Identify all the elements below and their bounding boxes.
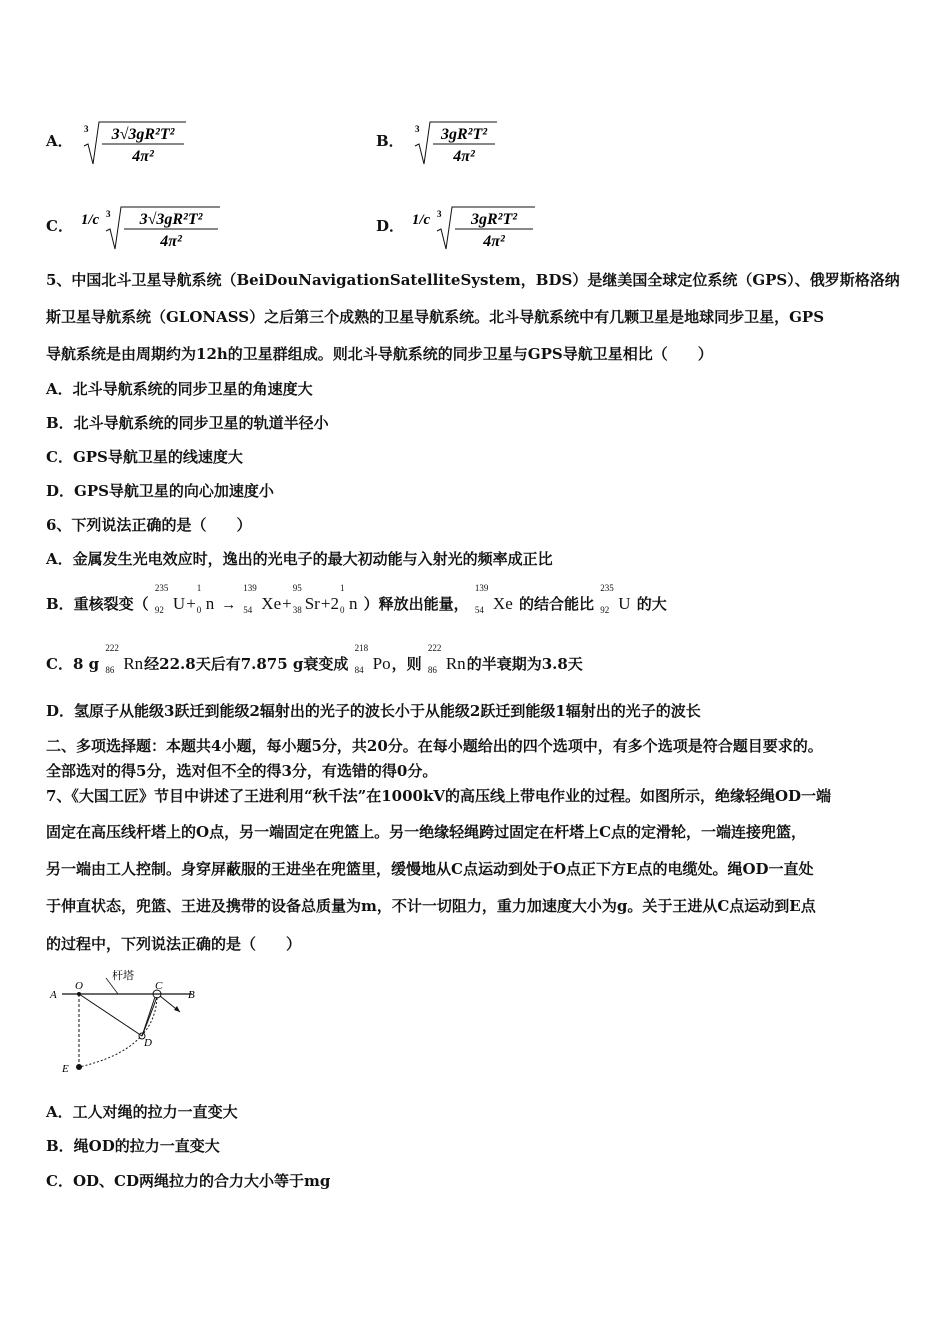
path-arc xyxy=(79,998,157,1067)
prefix-fraction: 1/c xyxy=(413,212,431,228)
q7-stem-line-4: 于伸直状态，兜篮、王进及携带的设备总质量为m，不计一切阻力，重力加速度大小为g。关于王进从C点运动到E点 xyxy=(46,897,816,915)
nuclide-n1 xyxy=(196,583,215,615)
q5-stem-line-3: 导航系统是由周期约为12h的卫星群组成。则北斗导航系统的同步卫星与GPS导航卫星相比（ ） xyxy=(46,345,713,363)
denominator: 4π² xyxy=(453,148,475,165)
option-label: D． xyxy=(376,217,405,235)
numerator: 3gR²T² xyxy=(440,126,487,143)
q7-tower-diagram xyxy=(44,968,214,1078)
atomic-number: 84 xyxy=(354,665,364,675)
element-symbol: U xyxy=(172,594,186,613)
q5-option-d: D．GPS导航卫星的向心加速度小 xyxy=(46,482,274,500)
root-index: 3 xyxy=(106,209,111,219)
rope-cd-outer xyxy=(142,997,157,1036)
nuclide-rn222 xyxy=(105,643,144,675)
denominator: 4π² xyxy=(132,148,154,165)
element-symbol: Po xyxy=(372,654,391,673)
point-c-label: C xyxy=(155,980,163,992)
point-d-label: D xyxy=(144,1037,152,1049)
atomic-number: 38 xyxy=(292,605,302,615)
section2-instructions-line-1: 二、多项选择题：本题共4小题，每小题5分，共20分。在每小题给出的四个选项中，有多个选项是符合题目要求的。 xyxy=(46,737,823,755)
nuclide-po218 xyxy=(354,643,391,675)
mass-number: 222 xyxy=(105,643,119,653)
mass-number: 1 xyxy=(196,583,202,593)
radical-sign xyxy=(413,118,499,166)
text-segment: ）释放出能量， xyxy=(363,595,469,613)
atomic-number: 54 xyxy=(243,605,253,615)
point-a-label: A xyxy=(50,989,57,1001)
reaction-arrow: → xyxy=(221,597,237,613)
element-symbol: Rn xyxy=(123,654,144,673)
option-label: B． xyxy=(376,132,404,150)
mass-number: 222 xyxy=(427,643,442,653)
root-index: 3 xyxy=(83,124,89,134)
option-label: C． xyxy=(46,217,73,235)
nuclide-n1-product xyxy=(339,583,358,615)
q4-option-a xyxy=(46,118,188,166)
nuclide-sr95 xyxy=(292,583,320,615)
q6-option-a: A．金属发生光电效应时，逸出的光电子的最大初动能与入射光的频率成正比 xyxy=(46,550,553,568)
q6-option-c xyxy=(46,643,583,675)
q4-option-d xyxy=(376,203,537,251)
point-b-label: B xyxy=(188,989,195,1001)
nuclide-rn222-b xyxy=(427,643,466,675)
q5-stem-line-1: 5、中国北斗卫星导航系统（BeiDouNavigationSatelliteSystem，BDS）是继美国全球定位系统（GPS）、俄罗斯格洛纳 xyxy=(46,271,900,289)
element-symbol: n xyxy=(348,594,358,613)
mass-number: 95 xyxy=(292,583,302,593)
mass-number: 139 xyxy=(474,583,489,593)
denominator: 4π² xyxy=(483,233,506,250)
q7-stem-line-1: 7、《大国工匠》节目中讲述了王进利用“秋千法”在1000kV的高压线上带电作业的过程。如图所示，绝缘轻绳OD一端 xyxy=(46,787,832,805)
plus-sign: + xyxy=(320,594,331,613)
plus-sign: + xyxy=(186,594,196,613)
q7-option-a: A．工人对绳的拉力一直变大 xyxy=(46,1103,238,1121)
q6-stem: 6、下列说法正确的是（ ） xyxy=(46,516,252,534)
text-segment: 的结合能比 xyxy=(518,595,594,613)
point-e-label: E xyxy=(62,1063,69,1075)
mass-number: 235 xyxy=(600,583,614,593)
text-segment: 的大 xyxy=(636,595,667,613)
atomic-number: 92 xyxy=(600,605,610,615)
element-symbol: Rn xyxy=(445,654,466,673)
element-symbol: n xyxy=(205,594,215,613)
q6-option-d: D．氢原子从能级3跃迁到能级2辐射出的光子的波长小于从能级2跃迁到能级1辐射出的光子的波长 xyxy=(46,702,701,720)
q7-stem-line-2: 固定在高压线杆塔上的O点，另一端固定在兜篮上。另一绝缘轻绳跨过固定在杆塔上C点的定滑轮，一端连接兜篮， xyxy=(46,823,807,841)
root-index: 3 xyxy=(437,209,442,219)
atomic-number: 54 xyxy=(474,605,484,615)
atomic-number: 0 xyxy=(339,605,345,615)
q7-option-b: B．绳OD的拉力一直变大 xyxy=(46,1137,220,1155)
element-symbol: Xe xyxy=(261,594,282,613)
atomic-number: 0 xyxy=(196,605,202,615)
cube-root-c xyxy=(82,203,222,251)
mass-number: 218 xyxy=(354,643,369,653)
prefix-fraction: 1/c xyxy=(82,212,100,228)
q7-stem-line-3: 另一端由工人控制。身穿屏蔽服的王进坐在兜篮里，缓慢地从C点运动到处于O点正下方E点的电缆处。绳OD一直处 xyxy=(46,860,814,878)
numerator: 3√3gR²T² xyxy=(111,126,175,143)
tower-label: 杆塔 xyxy=(112,970,134,982)
root-index: 3 xyxy=(414,124,420,134)
text-segment: 的半衰期为3.8天 xyxy=(466,655,583,673)
text-segment: 经22.8天后有7.875 g衰变成 xyxy=(144,655,349,673)
nuclide-xe139 xyxy=(243,583,282,615)
cube-root-a xyxy=(82,118,188,166)
cube-root-b xyxy=(413,118,499,166)
mass-number: 1 xyxy=(339,583,345,593)
atomic-number: 86 xyxy=(427,665,437,675)
q5-option-b: B．北斗导航系统的同步卫星的轨道半径小 xyxy=(46,414,329,432)
numerator: 3√3gR²T² xyxy=(139,211,203,228)
q7-option-c: C．OD、CD两绳拉力的合力大小等于mg xyxy=(46,1172,331,1190)
nuclide-u235-b xyxy=(600,583,631,615)
text-segment: ，则 xyxy=(391,655,422,673)
q5-option-a: A．北斗导航系统的同步卫星的角速度大 xyxy=(46,380,313,398)
section2-instructions-line-2: 全部选对的得5分，选对但不全的得3分，有选错的得0分。 xyxy=(46,762,438,780)
nuclide-xe139-b xyxy=(474,583,513,615)
q5-stem-line-2: 斯卫星导航系统（GLONASS）之后第三个成熟的卫星导航系统。北斗导航系统中有几颗卫星是地球同步卫星，GPS xyxy=(46,308,825,326)
element-symbol: U xyxy=(618,594,631,613)
text-segment: B．重核裂变（ xyxy=(46,595,149,613)
option-label: A． xyxy=(46,132,73,150)
q4-option-c xyxy=(46,203,222,251)
radical-sign xyxy=(82,203,222,251)
mass-number: 139 xyxy=(243,583,257,593)
arrow-head-icon xyxy=(174,1006,180,1012)
atomic-number: 92 xyxy=(154,605,164,615)
numerator: 3gR²T² xyxy=(471,211,518,228)
coefficient: 2 xyxy=(330,594,339,613)
denominator: 4π² xyxy=(160,233,182,250)
nuclide-u235 xyxy=(154,583,186,615)
atomic-number: 86 xyxy=(105,665,115,675)
q6-option-b xyxy=(46,583,667,615)
rope-od xyxy=(79,994,142,1036)
element-symbol: Xe xyxy=(492,594,513,613)
point-o-label: O xyxy=(75,980,83,992)
q7-stem-line-5: 的过程中，下列说法正确的是（ ） xyxy=(46,935,302,953)
radical-sign xyxy=(413,203,537,251)
radical-sign xyxy=(82,118,188,166)
text-segment: C．8 g xyxy=(46,655,100,673)
mass-number: 235 xyxy=(154,583,169,593)
q5-option-c: C．GPS导航卫星的线速度大 xyxy=(46,448,243,466)
element-symbol: Sr xyxy=(304,594,320,613)
plus-sign: + xyxy=(282,594,292,613)
cube-root-d xyxy=(413,203,537,251)
q4-option-b xyxy=(376,118,499,166)
